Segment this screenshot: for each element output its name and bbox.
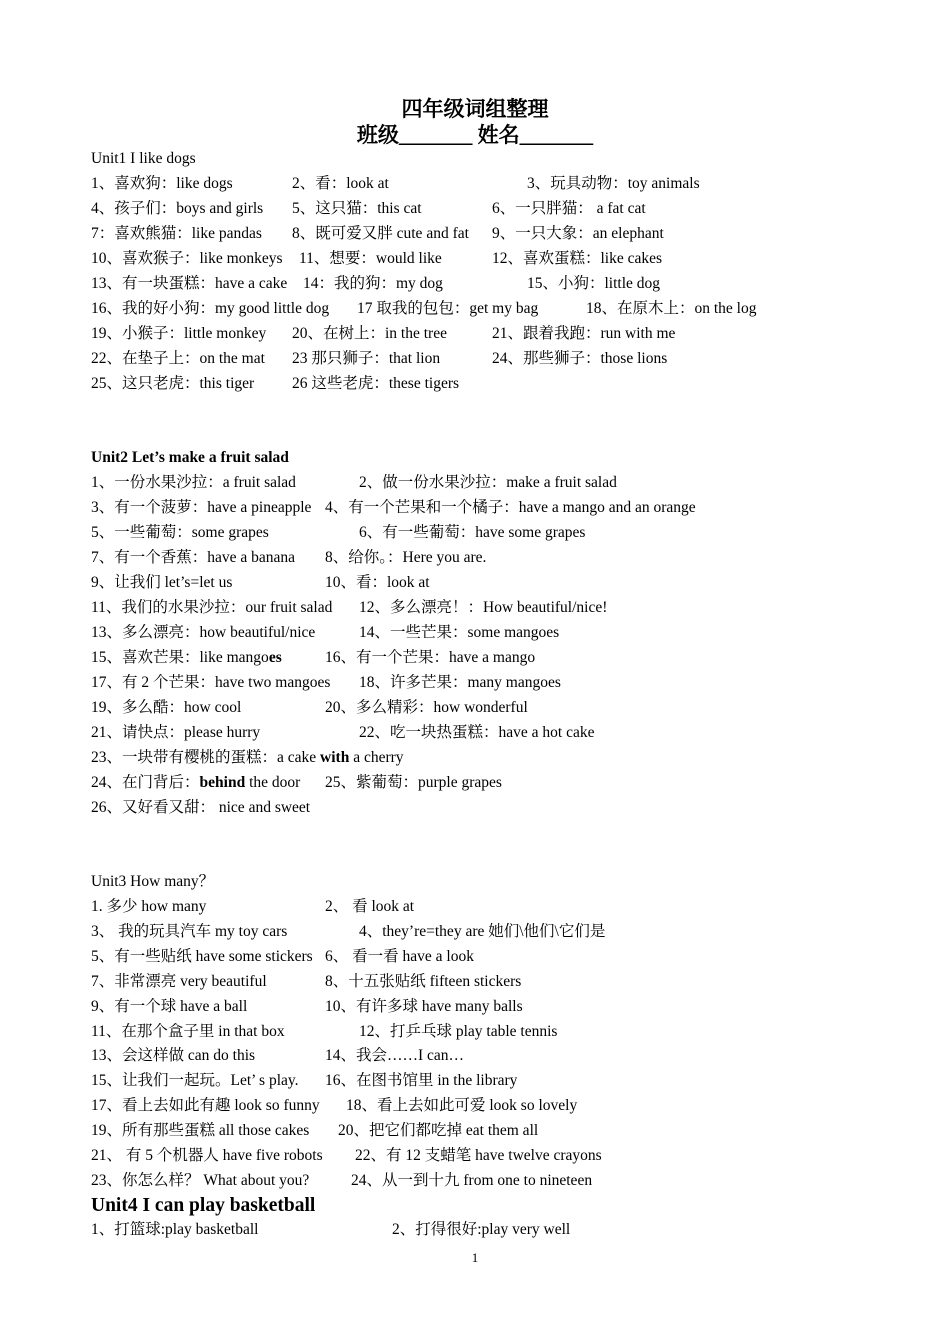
phrase-item: 4、有一个芒果和一个橘子：have a mango and an orange — [325, 499, 696, 516]
phrase-item: 12、喜欢蛋糕：like cakes — [492, 250, 663, 267]
phrase-item: 9、有一个球 have a ball — [91, 998, 248, 1015]
phrase-item: 23、一块带有樱桃的蛋糕：a cake with a cherry — [91, 749, 404, 766]
phrase-item: 1、喜欢狗：like dogs — [91, 175, 233, 192]
phrase-item: 1. 多少 how many — [91, 898, 207, 915]
bold-suffix: es — [268, 649, 282, 666]
phrase-item: 2、看：look at — [292, 175, 389, 192]
phrase-item: 25、这只老虎：this tiger — [91, 375, 255, 392]
phrase-item: 18、看上去如此可爱 look so lovely — [346, 1097, 578, 1114]
phrase-item: 5、一些葡萄：some grapes — [91, 524, 269, 541]
phrase-item: 24、从一到十九 from one to nineteen — [351, 1172, 593, 1189]
phrase-item: 2、做一份水果沙拉：make a fruit salad — [359, 474, 617, 491]
phrase-item: 20、多么精彩：how wonderful — [325, 699, 528, 716]
phrase-item: 3、玩具动物：toy animals — [527, 175, 700, 192]
phrase-item: 15、喜欢芒果：like mangoes — [91, 649, 282, 666]
phrase-item: 2、打得很好:play very well — [392, 1221, 571, 1238]
phrase-item: 6、有一些葡萄：have some grapes — [359, 524, 586, 541]
phrase-item: 20、在树上：in the tree — [292, 325, 447, 342]
phrase-item: 23 那只狮子：that lion — [292, 350, 441, 367]
unit1-heading: Unit1 I like dogs — [91, 150, 196, 167]
phrase-item: 10、看：look at — [325, 574, 430, 591]
phrase-item: 17、有 2 个芒果：have two mangoes — [91, 674, 331, 691]
phrase-item: 26 这些老虎：these tigers — [292, 375, 460, 392]
phrase-item: 18、许多芒果：many mangoes — [359, 674, 561, 691]
phrase-item: 21、请快点：please hurry — [91, 724, 261, 741]
bold-word: behind — [199, 774, 246, 791]
phrase-item: 4、孩子们：boys and girls — [91, 200, 264, 217]
phrase-item: 9、让我们 let’s=let us — [91, 574, 233, 591]
page-number: 1 — [471, 1250, 479, 1265]
unit4-heading: Unit4 I can play basketball — [91, 1195, 316, 1216]
phrase-item: 12、多么漂亮！：How beautiful/nice! — [359, 599, 608, 616]
phrase-item: 7、有一个香蕉：have a banana — [91, 549, 296, 566]
phrase-item: 21、跟着我跑：run with me — [492, 325, 676, 342]
phrase-item: 12、打乒乓球 play table tennis — [359, 1023, 558, 1040]
phrase-item: 26、又好看又甜： nice and sweet — [91, 799, 311, 816]
phrase-item: 10、喜欢猴子：like monkeys — [91, 250, 283, 267]
unit3-heading: Unit3 How many？ — [91, 873, 215, 890]
phrase-item: 23、你怎么样？ What about you? — [91, 1172, 310, 1189]
phrase-item: 10、有许多球 have many balls — [325, 998, 523, 1015]
phrase-item: 2、 看 look at — [325, 898, 415, 915]
phrase-item: 8、给你。：Here you are. — [325, 549, 487, 566]
phrase-item: 20、把它们都吃掉 eat them all — [338, 1122, 539, 1139]
phrase-item: 14、一些芒果：some mangoes — [359, 624, 560, 641]
phrase-item: 7、非常漂亮 very beautiful — [91, 973, 267, 990]
phrase-item: 14、我会……I can… — [325, 1047, 465, 1064]
phrase-item: 4、they’re=they are 她们\他们\它们是 — [359, 923, 606, 940]
phrase-item: 16、在图书馆里 in the library — [325, 1072, 518, 1089]
phrase-item: 24、在门背后：behind the door — [91, 774, 301, 791]
phrase-item: 6、一只胖猫： a fat cat — [492, 200, 646, 217]
phrase-item: 3、 我的玩具汽车 my toy cars — [91, 923, 288, 940]
phrase-item: 3、有一个菠萝：have a pineapple — [91, 499, 312, 516]
phrase-item: 11、在那个盒子里 in that box — [91, 1023, 285, 1040]
phrase-item: 11、我们的水果沙拉：our fruit salad — [91, 599, 333, 616]
phrase-item: 24、那些狮子：those lions — [492, 350, 668, 367]
phrase-item: 14：我的狗：my dog — [303, 275, 443, 292]
phrase-item: 9、一只大象：an elephant — [492, 225, 664, 242]
phrase-item: 5、有一些贴纸 have some stickers — [91, 948, 313, 965]
phrase-item: 15、小狗：little dog — [527, 275, 661, 292]
phrase-item: 13、多么漂亮：how beautiful/nice — [91, 624, 316, 641]
phrase-item: 13、会这样做 can do this — [91, 1047, 256, 1064]
page-title: 四年级词组整理 — [401, 97, 549, 121]
phrase-item: 19、所有那些蛋糕 all those cakes — [91, 1122, 310, 1139]
phrase-item: 16、有一个芒果：have a mango — [325, 649, 536, 666]
phrase-item: 18、在原木上：on the log — [586, 300, 757, 317]
phrase-item: 11、想要：would like — [299, 250, 442, 267]
bold-word: with — [320, 749, 350, 766]
phrase-item: 19、多么酷：how cool — [91, 699, 242, 716]
phrase-item: 19、小猴子：little monkey — [91, 325, 267, 342]
phrase-item: 17 取我的包包：get my bag — [357, 300, 539, 317]
phrase-item: 6、 看一看 have a look — [325, 948, 474, 965]
phrase-item: 1、打篮球:play basketball — [91, 1221, 259, 1238]
phrase-item: 8、十五张贴纸 fifteen stickers — [325, 973, 522, 990]
class-name-line: 班级_______ 姓名_______ — [356, 123, 594, 147]
phrase-item: 21、 有 5 个机器人 have five robots — [91, 1147, 323, 1164]
phrase-item: 15、让我们一起玩。Let’ s play. — [91, 1072, 299, 1089]
phrase-item: 22、在垫子上：on the mat — [91, 350, 265, 367]
phrase-item: 22、有 12 支蜡笔 have twelve crayons — [355, 1147, 602, 1164]
phrase-item: 16、我的好小狗：my good little dog — [91, 300, 330, 317]
phrase-item: 8、既可爱又胖 cute and fat — [292, 225, 469, 242]
phrase-item: 22、吃一块热蛋糕：have a hot cake — [359, 724, 595, 741]
phrase-item: 5、这只猫：this cat — [292, 200, 422, 217]
phrase-item: 1、一份水果沙拉：a fruit salad — [91, 474, 296, 491]
phrase-item: 7：喜欢熊猫：like pandas — [91, 225, 262, 242]
unit2-heading: Unit2 Let’s make a fruit salad — [91, 449, 289, 466]
phrase-item: 25、紫葡萄：purple grapes — [325, 774, 502, 791]
phrase-item: 17、看上去如此有趣 look so funny — [91, 1097, 320, 1114]
phrase-item: 13、有一块蛋糕：have a cake — [91, 275, 288, 292]
